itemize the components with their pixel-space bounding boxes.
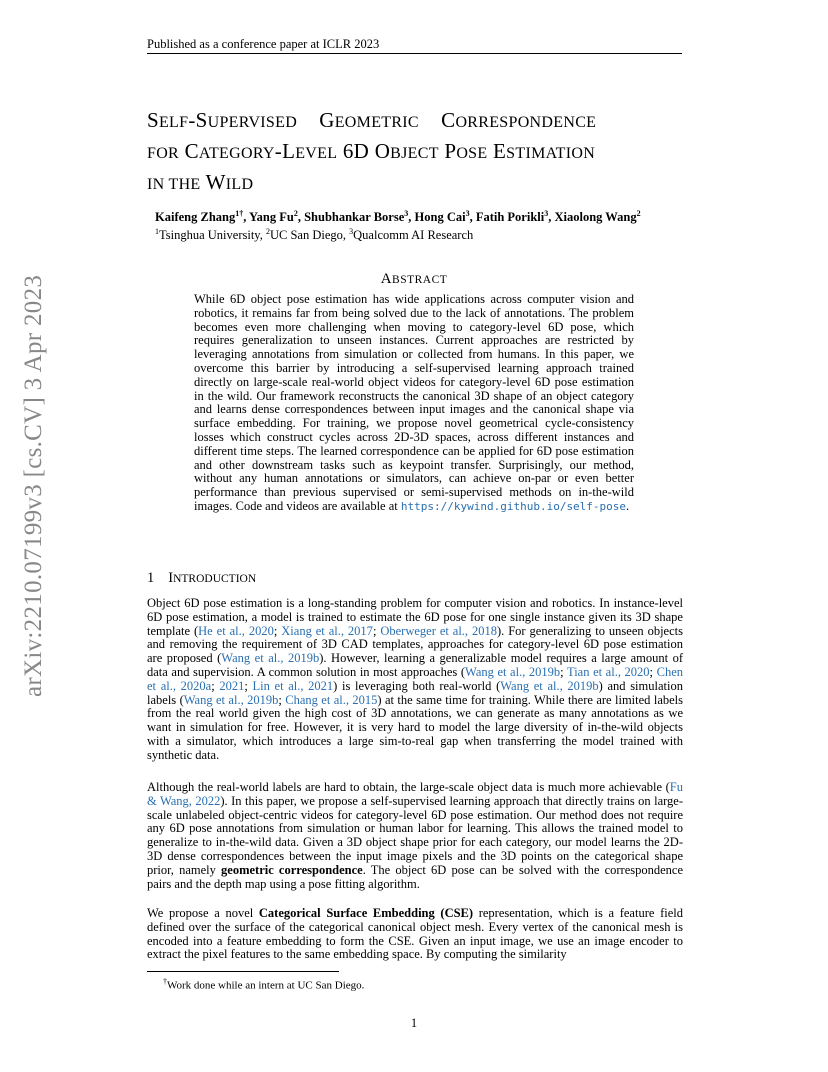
paragraph: We propose a novel Categorical Surface Embedding (CSE) representation, which is a feature field defined over the surface of the categorical canonical object mesh. Every vertex of the canonical mesh is encoded into a feature embedding to form the CSE. Given an input image, we use an image encoder to extract the pixel features to the same embedding space. By computing the similarity <box>147 906 683 962</box>
paper-title: SELF-SUPERVISED GEOMETRIC CORRESPONDENCE FOR CATEGORY-LEVEL 6D OBJECT POSE ESTIMATION IN THE WILD <box>147 108 597 194</box>
author: Shubhankar Borse <box>304 210 405 225</box>
section-heading-introduction: 1 INTRODUCTION <box>147 570 257 586</box>
citation-link[interactable]: Tian et al., 2020 <box>567 664 650 679</box>
running-header: Published as a conference paper at ICLR 2023 <box>147 37 380 51</box>
citation-link[interactable]: Wang et al., 2019b <box>465 664 561 679</box>
footnote: †Work done while an intern at UC San Diego. <box>163 977 365 992</box>
paragraph: Object 6D pose estimation is a long-standing problem for computer vision and robotics. In instance-level 6D pose estimation, a model is trained to estimate the 6D pose for one single instance given its 3D shape template (He et al., 2020; Xiang et al., 2017; Oberweger et al., 2018). For generalizing to unseen objects and removing the requirement of 3D CAD templates, approaches for category-level 6D pose estimation are proposed (Wang et al., 2019b). However, learning a generalizable model requires a large amount of data and supervision. A common solution in most approaches (Wang et al., 2019b; Tian et al., 2020; Chen et al., 2020a; 2021; Lin et al., 2021) is leveraging both real-world (Wang et al., 2019b) and simulation labels (Wang et al., 2019b; Chang et al., 2015) at the same time for training. While there are limited labels from the real world given the high cost of 3D annotations, we can generate as many annotations as we want in simulation for free. However, it is very hard to model the large diversity of in-the-wild objects with a simulator, which introduces a large sim-to-real gap when transferring the model trained with synthetic data. <box>147 596 684 762</box>
page-number: 1 <box>410 1016 418 1030</box>
author-list: Kaifeng Zhang$^{1\dagger}$, Yang Fu$^2$, Shubhankar Borse$^3$, Hong Cai$^3$, Fatih Porikli$^3$, Xiaolong Wang$^2$ <box>155 209 641 225</box>
project-link[interactable]: https://kywind.github.io/self-pose <box>400 499 627 513</box>
arxiv-identifier: arXiv:2210.07199v3 [cs.CV] 3 Apr 2023 <box>20 274 47 697</box>
citation-link[interactable]: Chen et al., 2020a <box>147 664 683 693</box>
citation-link[interactable]: Fu & Wang, 2022 <box>147 780 683 808</box>
author: Xiaolong Wang <box>554 210 637 225</box>
citation-link[interactable]: Wang et al., 2019b <box>500 678 599 693</box>
affiliation: UC San Diego <box>269 228 343 243</box>
author: Kaifeng Zhang <box>155 210 236 225</box>
footnote-rule <box>147 971 339 972</box>
citation-link[interactable]: 2021 <box>219 678 245 693</box>
citation-link[interactable]: Oberweger et al., 2018 <box>380 623 497 638</box>
citation-link[interactable]: Chang et al., 2015 <box>285 692 378 707</box>
author: Fatih Porikli <box>475 210 545 225</box>
affiliation: Tsinghua University <box>159 228 260 243</box>
citation-link[interactable]: Wang et al., 2019b <box>221 651 320 666</box>
citation-link[interactable]: Lin et al., 2021 <box>252 678 334 693</box>
author: Hong Cai <box>414 210 466 225</box>
paragraph: Although the real-world labels are hard to obtain, the large-scale object data is much more achievable (Fu & Wang, 2022). In this paper, we propose a self-supervised learning approach that directly trains on large-scale unlabeled object-centric videos for category-level 6D pose estimation. Our method does not require any 6D pose annotations from simulation or human labor for learning. This allows the trained model to generalize to in-the-wild data. Given a 3D object shape prior for each category, our model learns the 2D-3D dense correspondences between the input image pixels and the 3D points on the categorical shape prior, namely geometric correspondence. The object 6D pose can be solved with the correspondence pairs and the depth map using a pose fitting algorithm. <box>147 780 684 891</box>
citation-link[interactable]: Wang et al., 2019b <box>183 692 279 707</box>
author: Yang Fu <box>249 210 294 225</box>
affiliation: Qualcomm AI Research <box>353 228 474 243</box>
citation-link[interactable]: Xiang et al., 2017 <box>281 623 373 638</box>
abstract-body: While 6D object pose estimation has wide applications across computer vision and robotics, it remains far from being solved due to the lack of annotations. The problem becomes even more challenging when moving to category-level 6D pose, which requires generalization to unseen instances. Current approaches are restricted by leveraging annotations from simulation or collected from humans. In this paper, we overcome this barrier by introducing a self-supervised learning approach trained directly on large-scale real-world object videos for category-level 6D pose estimation in the wild. Our framework reconstructs the canonical 3D shape of an object category and learns dense correspondences between input images and the canonical shape via surface embedding. For training, we propose novel geometrical cycle-consistency losses which construct cycles across 2D-3D spaces, across different instances and different time steps. The learned correspondence can be applied for 6D pose estimation and other downstream tasks such as keypoint transfer. Surprisingly, our method, without any human annotations or simulators, can achieve on-par or even better performance than previous supervised or semi-supervised methods on in-the-wild images. Code and videos are available at https://kywind.github.io/self-pose. <box>194 292 634 513</box>
abstract-heading: ABSTRACT <box>380 271 448 287</box>
header-rule <box>147 53 682 54</box>
affiliations: $^1$Tsinghua University, $^2$UC San Diego, $^3$Qualcomm AI Research <box>155 227 474 243</box>
citation-link[interactable]: He et al., 2020 <box>198 623 274 638</box>
